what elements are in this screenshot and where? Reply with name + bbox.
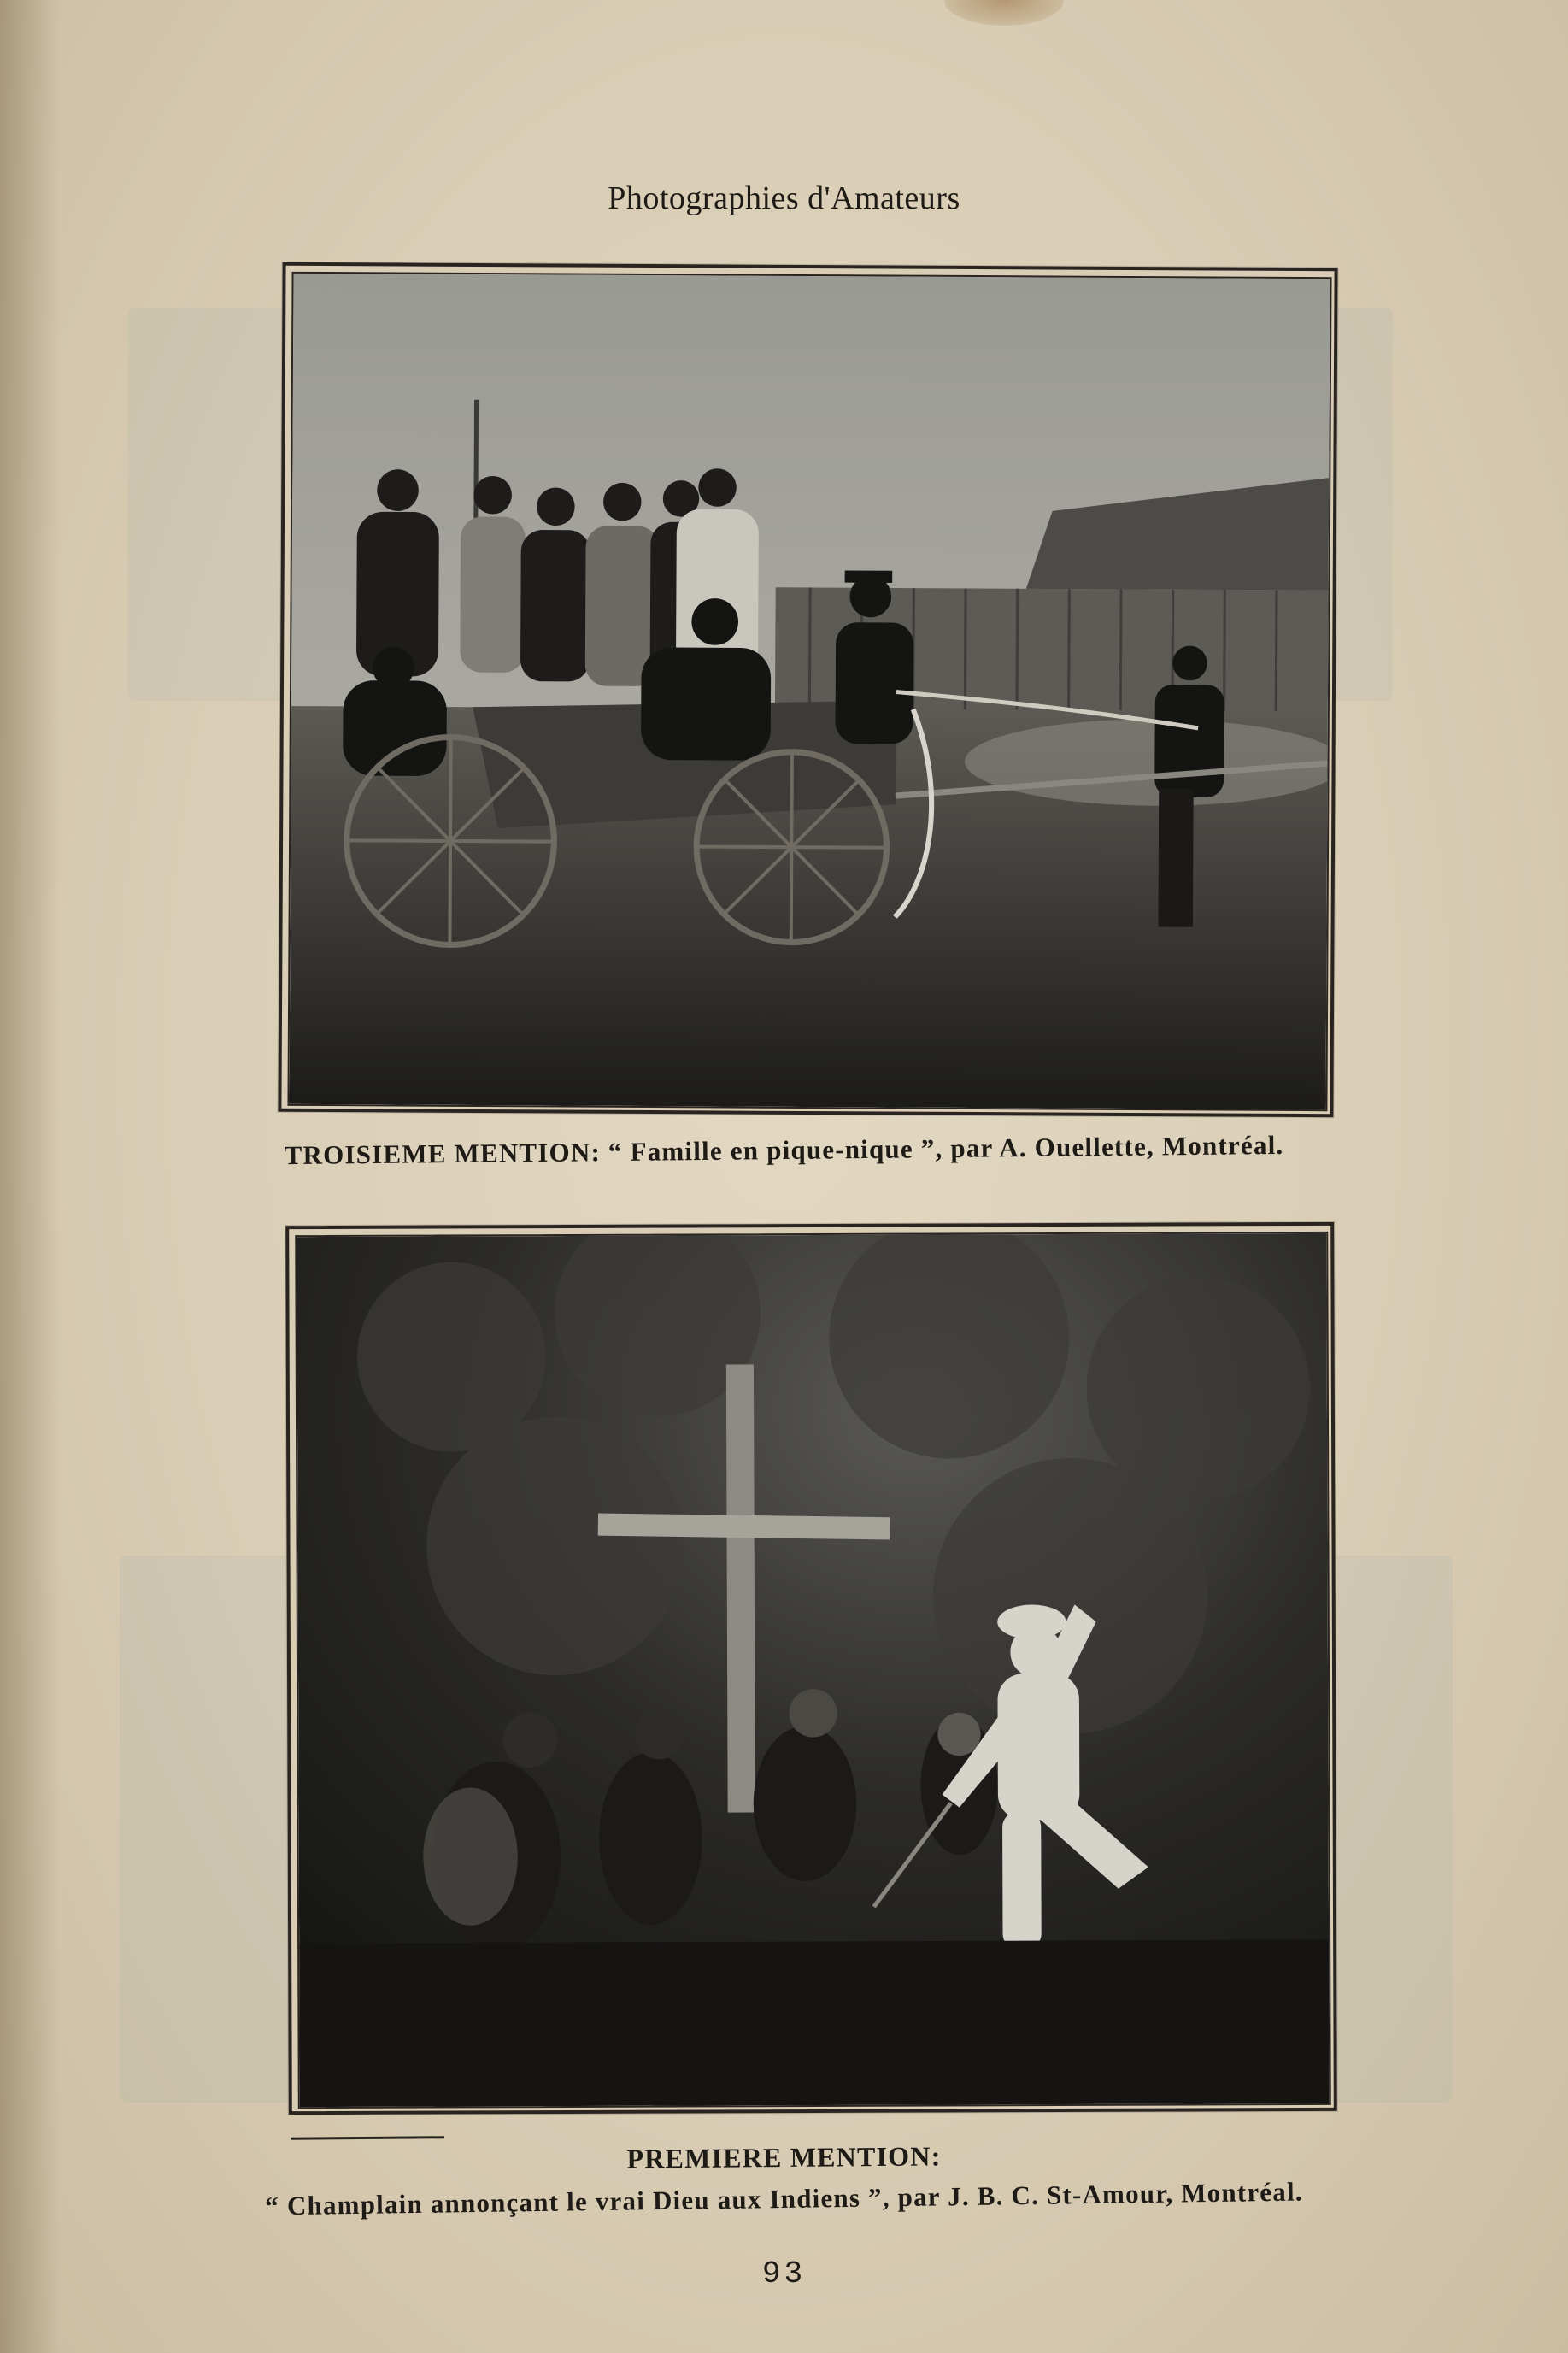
- photo-2-image: [297, 1233, 1330, 2107]
- paper-stain: [944, 0, 1064, 26]
- page-header: Photographies d'Amateurs: [608, 180, 960, 216]
- photo-champlain: [295, 1232, 1331, 2109]
- photo-frame-2: [285, 1222, 1337, 2115]
- decorative-rule: [291, 2136, 444, 2140]
- caption-premiere-mention-title: PREMIERE MENTION:: [626, 2140, 942, 2174]
- caption-premiere-mention: “ Champlain annonçant le vrai Dieu aux Indiens ”, par J. B. C. St-Amour, Montréal.: [265, 2176, 1303, 2221]
- photo-famille-en-pique-nique: [287, 272, 1331, 1111]
- page-number: 93: [761, 2256, 807, 2291]
- caption-troisieme-mention: TROISIEME MENTION: “ Famille en pique-nique ”, par A. Ouellette, Montréal.: [284, 1129, 1284, 1171]
- photo-1-image: [289, 274, 1330, 1109]
- photo-frame-1: [278, 262, 1337, 1117]
